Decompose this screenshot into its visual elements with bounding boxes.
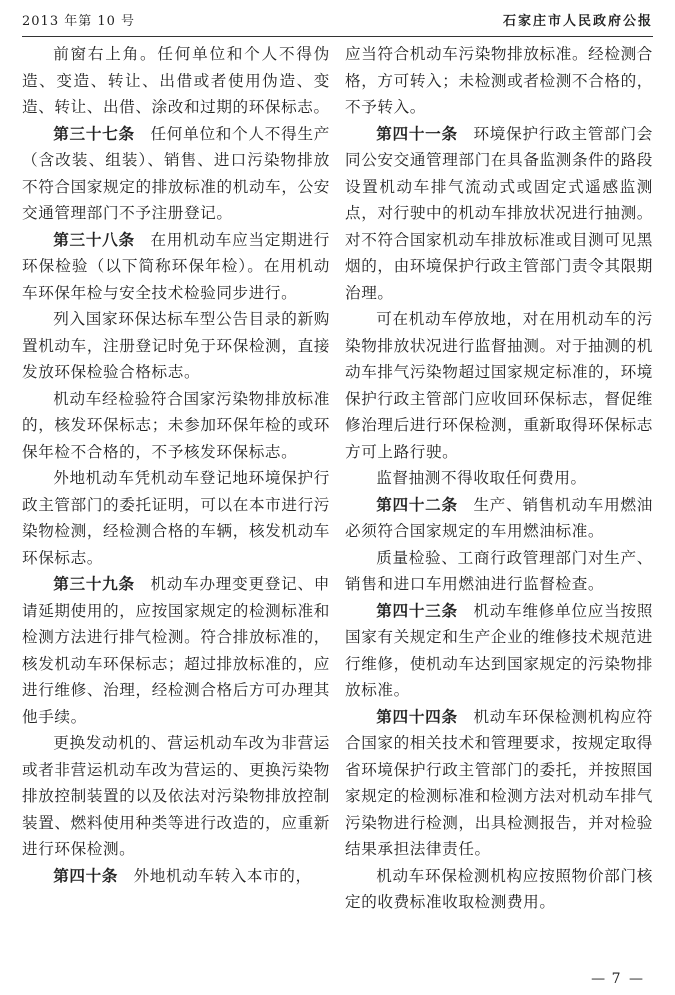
paragraph-text: 在用机动车应当定期进行环保检验（以下简称环保年检）。在用机动车环保年检与安全技术检验同步进行。 bbox=[22, 230, 330, 302]
paragraph bbox=[22, 306, 330, 386]
paragraph-text: 机动车环保检测机构应符合国家的相关技术和管理要求，按规定取得省环境保护行政主管部门的委托，并按照国家规定的检测标准和检测方法对机动车排气污染物进行检测，出具检测报告，并对检验结果承担法律责任。 bbox=[345, 707, 653, 858]
paragraph-text: 机动车环保检测机构应按照物价部门核定的收费标准收取检测费用。 bbox=[345, 866, 653, 911]
left-column bbox=[22, 41, 330, 889]
paragraph bbox=[345, 306, 653, 465]
article-paragraph bbox=[22, 227, 330, 307]
paragraph-text: 机动车经检验符合国家污染物排放标准的，核发环保标志；未参加环保年检的或环保年检不合格的，不予核发环保标志。 bbox=[22, 389, 330, 461]
article-paragraph bbox=[345, 598, 653, 704]
paragraph-text: 应当符合机动车污染物排放标准。经检测合格，方可转入；未检测或者检测不合格的，不予转入。 bbox=[345, 45, 653, 116]
paragraph-text: 列入国家环保达标车型公告目录的新购置机动车，注册登记时免于环保检测，直接发放环保检验合格标志。 bbox=[22, 310, 330, 381]
article-paragraph bbox=[345, 121, 653, 307]
article-number: 第三十八条 bbox=[53, 229, 135, 249]
paragraph-text: 更换发动机的、营运机动车改为非营运或者非营运机动车改为营运的、更换污染物排放控制装置的以及依法对污染物排放控制装置、燃料使用种类等进行改造的，应重新进行环保检测。 bbox=[22, 734, 330, 858]
publication-title: 石家庄市人民政府公报 bbox=[502, 14, 653, 29]
article-number: 第四十一条 bbox=[376, 123, 458, 143]
page-number: 7 bbox=[611, 971, 623, 987]
paragraph-text: 机动车办理变更登记、申请延期使用的，应按国家规定的检测标准和检测方法进行排气检测。符合排放标准的，核发机动车环保标志；超过排放标准的，应进行维修、治理，经检测合格后方可办理其他手续。 bbox=[22, 575, 330, 726]
paragraph-text: 生产、销售机动车用燃油必须符合国家规定的车用燃油标准。 bbox=[345, 495, 653, 540]
footer-dash-right: — bbox=[629, 971, 643, 987]
paragraph-text: 环境保护行政主管部门会同公安交通管理部门在具备监测条件的路段设置机动车排气流动式或固定式遥感监测点，对行驶中的机动车排放状况进行抽测。对不符合国家机动车排放标准或目测可见黑烟的，由环境保护行政主管部门责令其限期治理。 bbox=[345, 124, 653, 302]
paragraph-text: 外地机动车凭机动车登记地环境保护行政主管部门的委托证明，可以在本市进行污染物检测，经检测合格的车辆，核发机动车环保标志。 bbox=[22, 469, 330, 567]
paragraph-text: 机动车维修单位应当按照国家有关规定和生产企业的维修技术规范进行维修，使机动车达到国家规定的污染物排放标准。 bbox=[345, 601, 653, 699]
paragraph bbox=[345, 545, 653, 598]
footer-dash-left: — bbox=[591, 971, 606, 987]
article-number: 第三十七条 bbox=[53, 123, 135, 143]
article-paragraph bbox=[345, 704, 653, 863]
article-number: 第三十九条 bbox=[53, 574, 135, 593]
paragraph bbox=[345, 863, 653, 916]
paragraph bbox=[22, 41, 330, 121]
article-number: 第四十条 bbox=[53, 865, 118, 885]
page-footer bbox=[591, 971, 643, 987]
paragraph bbox=[22, 730, 330, 863]
paragraph-text: 外地机动车转入本市的， bbox=[133, 866, 312, 885]
right-column bbox=[345, 41, 653, 916]
paragraph-text: 前窗右上角。任何单位和个人不得伪造、变造、转让、出借或者使用伪造、变造、转让、出借、涂改和过期的环保标志。 bbox=[22, 45, 330, 116]
paragraph bbox=[345, 41, 653, 121]
article-number: 第四十四条 bbox=[376, 706, 458, 726]
paragraph-text: 可在机动车停放地，对在用机动车的污染物排放状况进行监督抽测。对于抽测的机动车排气污染物超过国家规定标准的，环境保护行政主管部门应收回环保标志，督促维修治理后进行环保检测，重新取得环保标志方可上路行驶。 bbox=[345, 310, 653, 461]
paragraph-text: 监督抽测不得收取任何费用。 bbox=[376, 469, 587, 487]
page-header bbox=[22, 0, 653, 37]
article-number: 第四十三条 bbox=[376, 600, 458, 620]
article-number: 第四十二条 bbox=[376, 494, 458, 514]
paragraph bbox=[22, 465, 330, 571]
paragraph bbox=[22, 386, 330, 466]
paragraph-text: 质量检验、工商行政管理部门对生产、销售和进口车用燃油进行监督检查。 bbox=[345, 548, 653, 593]
paragraph-text: 任何单位和个人不得生产（含改装、组装）、销售、进口污染物排放不符合国家规定的排放标准的机动车，公安交通管理部门不予注册登记。 bbox=[22, 124, 330, 222]
article-paragraph bbox=[22, 863, 330, 890]
paragraph bbox=[345, 465, 653, 492]
issue-number: 2013 年第 10 号 bbox=[22, 14, 136, 29]
article-paragraph bbox=[345, 492, 653, 545]
article-paragraph bbox=[22, 121, 330, 227]
article-paragraph bbox=[22, 571, 330, 730]
